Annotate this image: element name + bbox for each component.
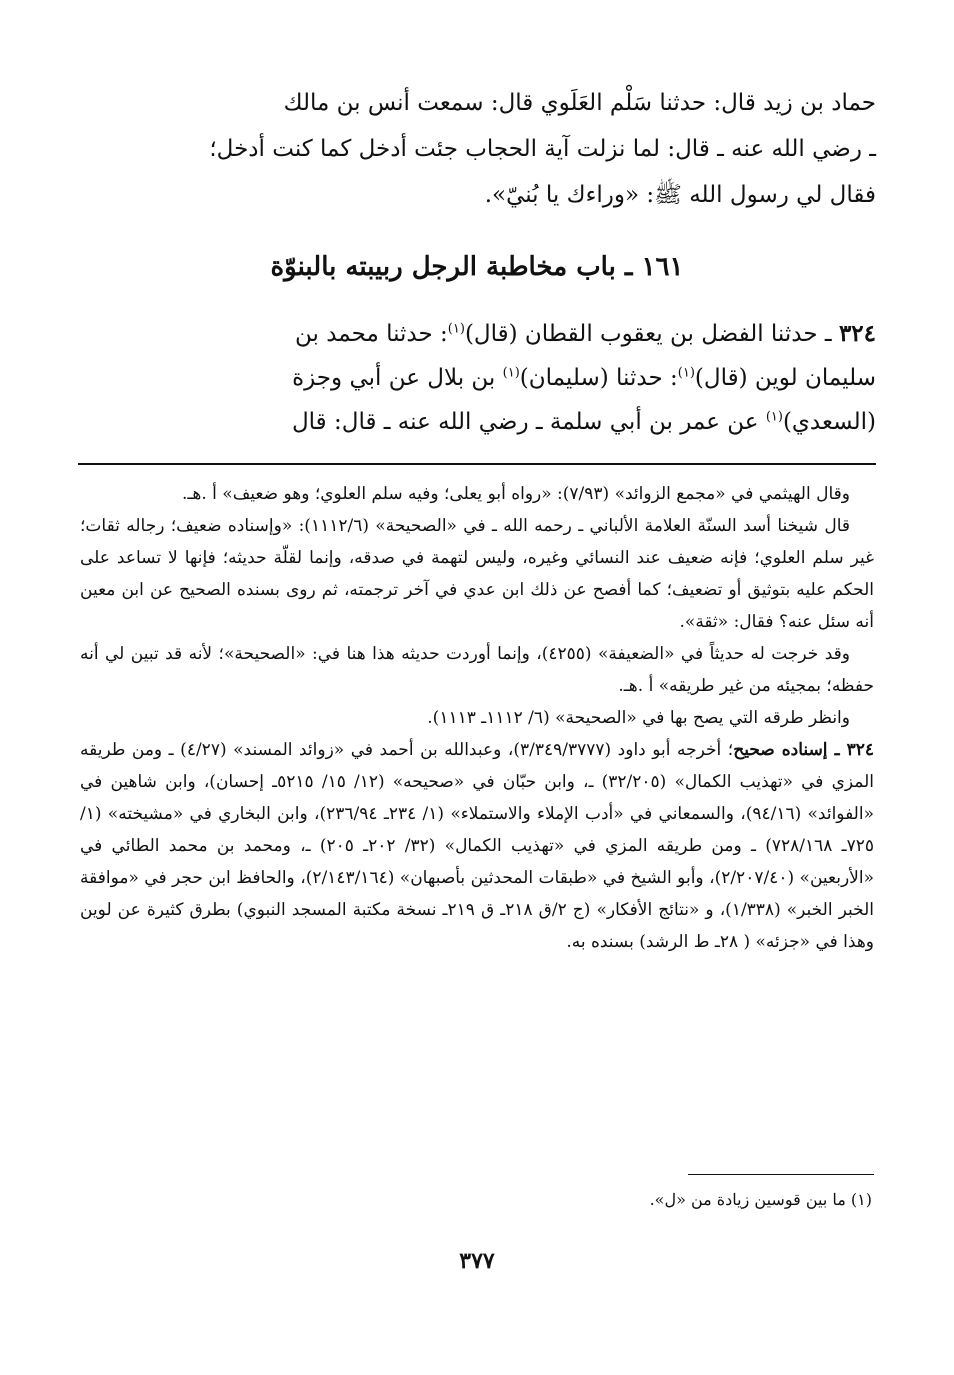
footnote-divider xyxy=(688,1174,874,1175)
hadith-line-1 xyxy=(78,312,876,356)
hadith-text-part: : حدثنا (سليمان) xyxy=(519,365,678,391)
takhrij-paragraph xyxy=(80,734,874,958)
note-paragraph: وقال الهيثمي في «مجمع الزوائد» (٧/٩٣): «رواه أبو يعلى؛ وفيه سلم العلوي؛ وهو ضعيف» أ .هـ. xyxy=(182,484,850,504)
text-line: فقال لي رسول الله ﷺ: «وراءك يا بُنيّ». xyxy=(484,182,876,208)
hadith-line-3 xyxy=(78,400,876,444)
takhrij-text: ؛ أخرجه أبو داود (٣/٣٤٩/٣٧٧٧)، وعبدالله بن أحمد في «زوائد المسند» (٤/٢٧) ـ ومن طريقه المزي في «تهذيب الكمال» (٣٢/٢٠٥) ـ، وابن حبّان في «صحيحه» (١٢/ ١٥/ ٥٢١٥ـ إحسان)، وابن شاهين في «الفوائد» (٩٤/١٦)، والسمعاني في «أدب الإملاء والاستملاء» (١/ ٢٣٤ـ ٢٣٦/٩٤)، وابن البخاري في «مشيخته» (١/ ٧٢٥ـ ٧٢٨/١٦٨) ـ ومن طريقه المزي في «تهذيب الكمال» (٣٢/ ٢٠٢ـ ٢٠٥) ـ، ومحمد بن محمد الطائي في «الأربعين» (٢/٢٠٧/٤٠)، وأبو الشيخ في «طبقات المحدثين بأصبهان» (٢/١٤٣/١٦٤)، والحافظ ابن حجر في «موافقة الخبر الخبر» (١/٣٣٨)، و «نتائج الأفكار» (ج ٢/ق ٢١٨ـ ق ٢١٩ـ نسخة مكتبة المسجد النبوي) بطرق كثيرة عن لوين وهذا في «جزئه» ( ٢٨ـ ط الرشد) بسنده به. xyxy=(80,740,874,952)
note-paragraph: قال شيخنا أسد السنّة العلامة الألباني ـ رحمه الله ـ في «الصحيحة» (١١١٢/٦): «وإسناده ضعيف؛ رجاله ثقات؛ غير سلم العلوي؛ فإنه ضعيف عند النسائي وغيره، وليس لتهمة في صدقه، وإنما لقلّة حديثه؛ فإنها لا تساعد على الحكم عليه بتوثيق أو تضعيف؛ كما أفصح عن ذلك ابن عدي في آخر ترجمته، ثم روى بسنده الصحيح عن ابن معين أنه سئل عنه؟ فقال: «ثقة». xyxy=(80,516,874,632)
footnote-ref[interactable]: (١) xyxy=(765,409,783,425)
hadith-text-part: عن عمر بن أبي سلمة ـ رضي الله عنه ـ قال: قال xyxy=(291,409,766,435)
page-number: ٣٧٧ xyxy=(459,1248,495,1274)
footnote-ref[interactable]: (١) xyxy=(502,365,520,381)
hadith-line-2 xyxy=(78,356,876,400)
footnote-ref[interactable]: (١) xyxy=(677,365,695,381)
hadith-text xyxy=(78,312,876,444)
hadith-text-part: : حدثنا محمد بن xyxy=(295,321,448,347)
takhrij-heading: ٣٢٤ ـ إسناده صحيح xyxy=(733,740,875,760)
chapter-heading: ١٦١ ـ باب مخاطبة الرجل ربيبته بالبنوّة xyxy=(270,252,684,282)
hadith-text-part: سليمان لوين (قال) xyxy=(694,365,876,391)
footnote-ref[interactable]: (١) xyxy=(447,321,465,337)
text-line: ـ رضي الله عنه ـ قال: لما نزلت آية الحجاب جئت أدخل كما كنت أدخل؛ xyxy=(209,136,876,162)
hadith-text-part: ـ حدثنا الفضل بن يعقوب القطان (قال) xyxy=(464,321,839,347)
footnote: (١) ما بين قوسين زيادة من «ل». xyxy=(649,1190,872,1209)
notes-divider xyxy=(78,463,876,465)
note-paragraph: وقد خرجت له حديثاً في «الضعيفة» (٤٢٥٥)، وإنما أوردت حديثه هذا هنا في: «الصحيحة»؛ لأنه قد تبين لي أنه حفظه؛ بمجيئه من غير طريقه» أ .هـ. xyxy=(80,644,874,696)
text-line: حماد بن زيد قال: حدثنا سَلْم العَلَوي قال: سمعت أنس بن مالك xyxy=(283,90,876,116)
hadith-number: ٣٢٤ xyxy=(838,320,876,347)
note-paragraph: وانظر طرقه التي يصح بها في «الصحيحة» (٦/ ١١١٢ـ ١١١٣). xyxy=(427,708,850,728)
continued-hadith-text xyxy=(78,80,876,218)
hadith-text-part: بن بلال عن أبي وجزة xyxy=(292,365,503,391)
hadith-text-part: (السعدي) xyxy=(782,409,876,435)
commentary-notes xyxy=(80,478,874,958)
